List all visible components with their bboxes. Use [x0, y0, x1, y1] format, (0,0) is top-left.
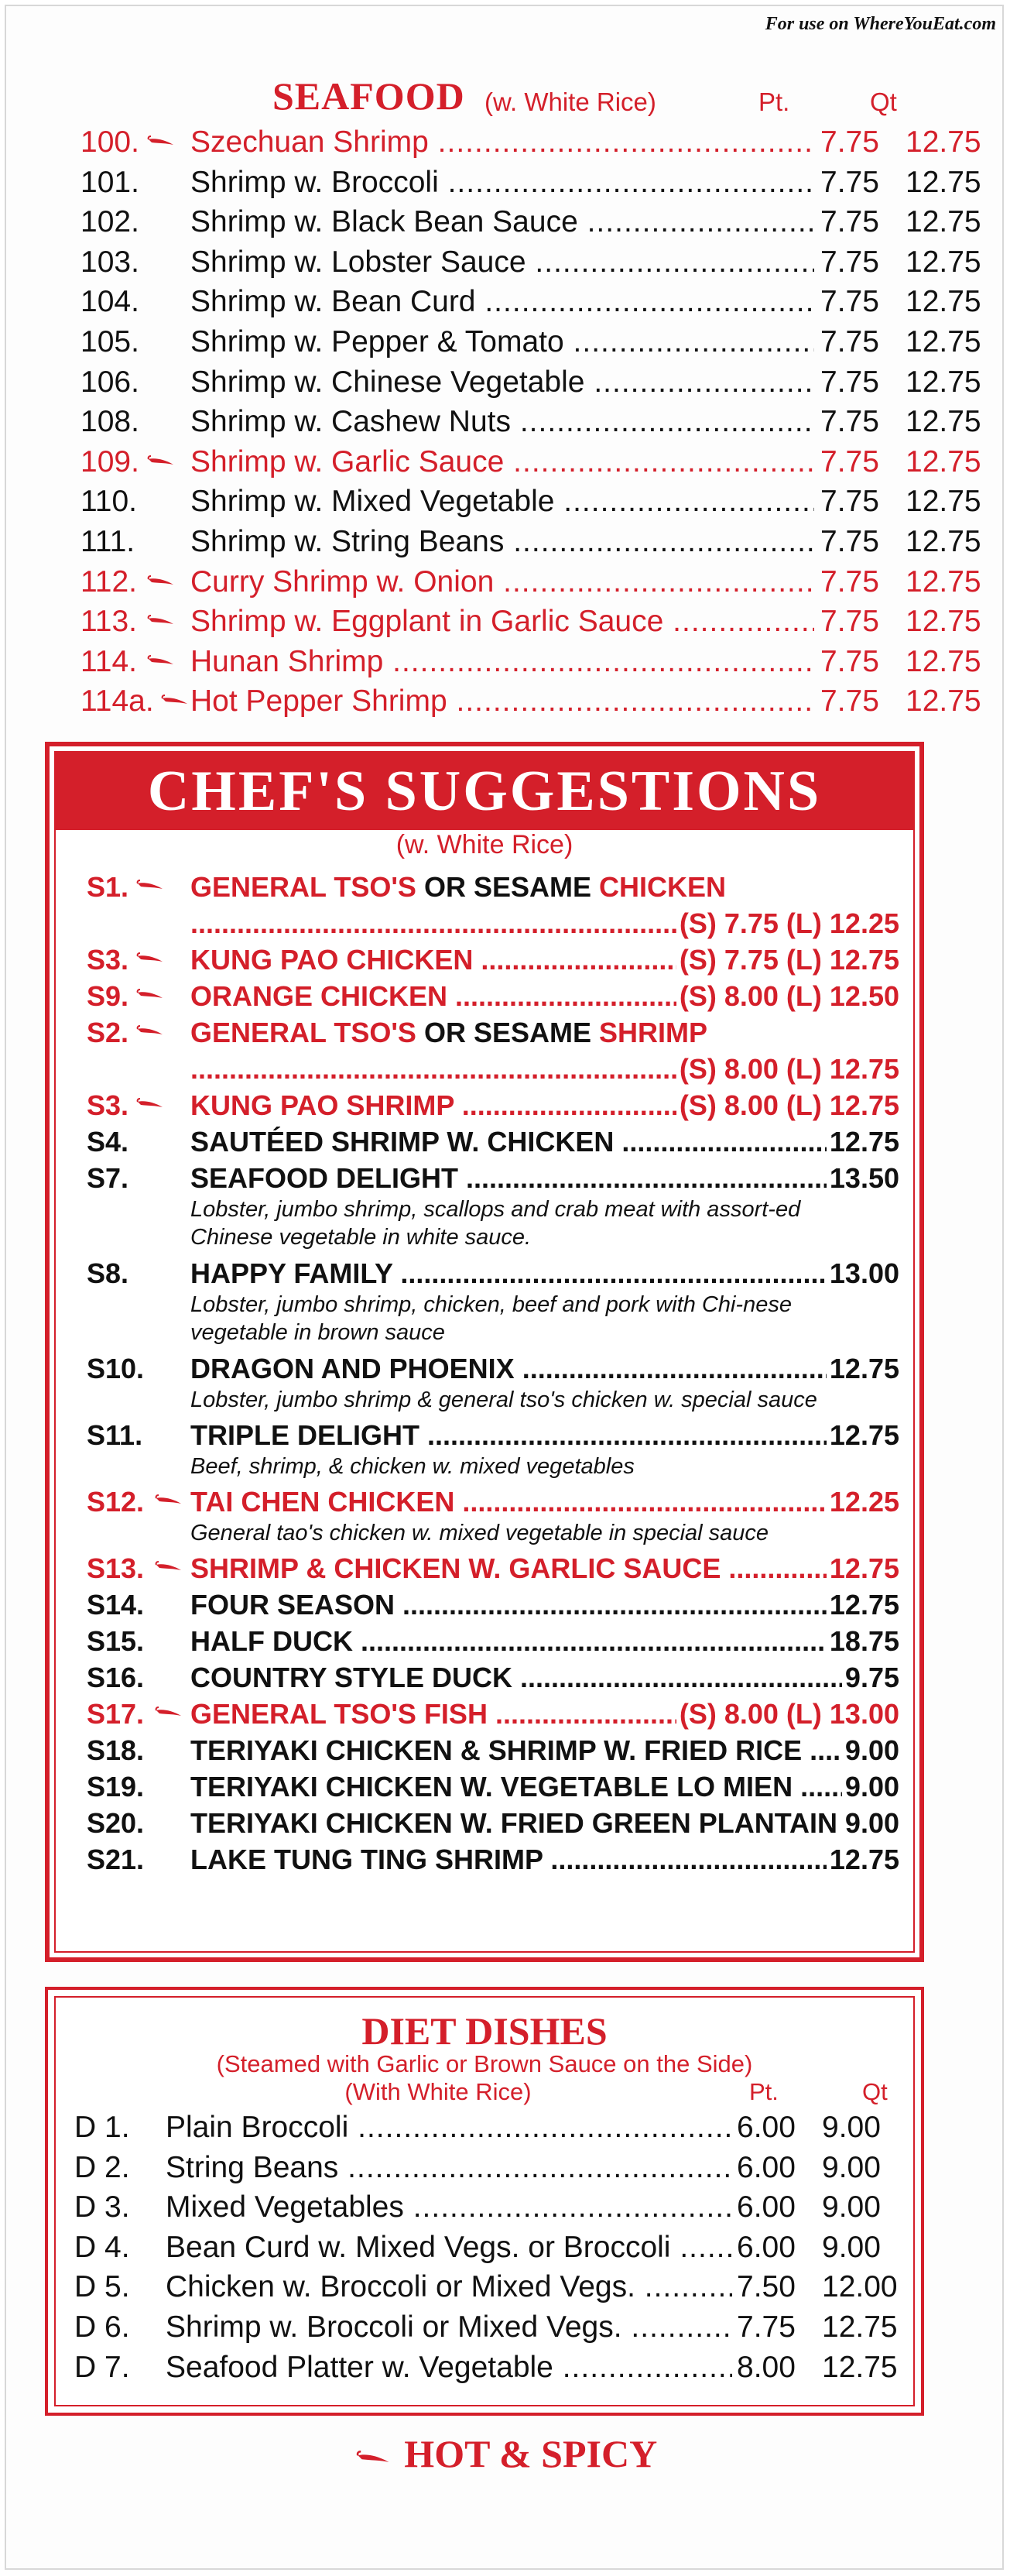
item-name-part: KUNG PAO CHICKEN: [190, 944, 474, 976]
item-number: 113.: [80, 605, 138, 639]
item-number: 103.: [80, 245, 139, 279]
item-price: 9.00: [842, 1768, 899, 1806]
item-code: S21.: [87, 1844, 145, 1875]
item-number: 104.: [80, 285, 139, 319]
item-name-text: Shrimp w. Broccoli or Mixed Vegs. .....: [166, 2310, 785, 2344]
item-name-part: LAKE TUNG TING SHRIMP: [190, 1844, 543, 1875]
item-name: [190, 905, 899, 942]
item-name-text: [190, 1552, 899, 1584]
item-price: 9.00: [842, 1805, 899, 1842]
item-name-part: SHRIMP & CHICKEN W. GARLIC SAUCE: [190, 1552, 721, 1584]
item-name: [190, 978, 899, 1015]
item-name-part: HAPPY FAMILY: [190, 1257, 393, 1289]
item-price-pt: 7.75: [820, 564, 879, 599]
item-name-text: [190, 1807, 899, 1839]
item-name-part: GENERAL TSO'S: [190, 1017, 416, 1048]
item-name-text: Curry Shrimp w. Onion .....: [190, 565, 814, 599]
item-code: S15.: [87, 1625, 145, 1657]
item-price-pt: 7.75: [820, 205, 879, 239]
item-name: [190, 1623, 899, 1660]
item-name: [190, 322, 814, 362]
chili-pepper-icon: [136, 880, 167, 892]
item-name-part: COUNTRY STYLE DUCK: [190, 1662, 513, 1693]
item-name: [190, 482, 814, 521]
diet-dishes-subtitle: (Steamed with Garlic or Brown Sauce on the Side): [216, 2050, 753, 2077]
item-number: 111.: [80, 525, 135, 558]
item-name-text: Bean Curd w. Mixed Vegs. or Broccoli .....: [166, 2231, 785, 2264]
item-name: [190, 202, 814, 242]
menu-item: [80, 522, 981, 561]
item-name: [190, 163, 814, 202]
item-description: Lobster, jumbo shrimp, chicken, beef and pork with Chi-nese vegetable in brown sauce: [190, 1292, 792, 1345]
item-name-part: DRAGON AND PHOENIX: [190, 1353, 515, 1384]
chefs-suggestions-box: [45, 742, 924, 1962]
item-name: [190, 869, 899, 906]
chili-pepper-icon: [136, 952, 167, 965]
item-price-qt: 9.00: [822, 2150, 881, 2184]
item-price-qt: 12.75: [906, 205, 981, 239]
item-name: [190, 282, 814, 321]
item-price: 13.00: [827, 1255, 899, 1292]
item-name: [190, 1350, 899, 1387]
item-name: [190, 1805, 899, 1842]
hot-spicy-legend: [0, 2431, 1010, 2476]
item-name-part: SAUTÉED SHRIMP W. CHICKEN: [190, 1126, 615, 1158]
item-code: S9.: [87, 980, 129, 1012]
item-price-pt: 7.75: [820, 165, 879, 199]
diet-dishes-box: [45, 1987, 924, 2416]
item-name-text: [190, 1353, 899, 1384]
item-code: S8.: [87, 1257, 129, 1289]
item-price-pt: 7.75: [820, 684, 879, 719]
item-name-part: TERIYAKI CHICKEN W. FRIED GREEN PLANTAIN: [190, 1807, 838, 1839]
item-name-part: SHRIMP: [598, 1017, 707, 1048]
item-price-qt: 12.75: [906, 444, 981, 478]
chili-pepper-icon: [147, 655, 178, 667]
item-number: 101.: [80, 165, 139, 199]
item-name-text: Seafood Platter w. Vegetable .....: [166, 2351, 785, 2384]
item-number: D 3.: [74, 2190, 130, 2224]
chili-pepper-icon: [356, 2450, 395, 2467]
menu-item: [80, 242, 981, 282]
item-name-part: KUNG PAO SHRIMP: [190, 1089, 454, 1121]
item-name-part: OR SESAME: [416, 1017, 599, 1048]
menu-item: [80, 202, 981, 242]
item-price-qt: 12.75: [906, 564, 981, 599]
hot-spicy-label: HOT & SPICY: [404, 2432, 658, 2475]
item-price-qt: 12.75: [906, 485, 981, 519]
chili-pepper-icon: [147, 135, 178, 148]
item-price: 12.75: [827, 1841, 899, 1878]
item-name: [190, 1732, 899, 1769]
item-price: 12.75: [827, 1417, 899, 1454]
item-price-qt: 9.00: [822, 2111, 881, 2144]
diet-dishes-rice-note: (With White Rice): [344, 2078, 532, 2105]
menu-item: [80, 322, 981, 362]
item-price-pt: 7.75: [820, 405, 879, 439]
item-price-pt: 6.00: [732, 2108, 796, 2147]
chili-pepper-icon: [147, 455, 178, 468]
item-price-pt: 7.75: [820, 325, 879, 358]
item-code: S17.: [87, 1698, 145, 1730]
item-code: S16.: [87, 1662, 145, 1693]
chefs-suggestions-subtitle: (w. White Rice): [395, 830, 573, 859]
item-name-part: GENERAL TSO'S FISH: [190, 1698, 488, 1730]
item-code: S18.: [87, 1734, 145, 1766]
item-price: (S) 7.75 (L) 12.75: [676, 942, 899, 979]
item-price-pt: 7.75: [820, 605, 879, 639]
item-number: 102.: [80, 205, 139, 239]
item-code: S13.: [87, 1552, 145, 1584]
chefs-suggestions-title: CHEF'S SUGGESTIONS: [147, 760, 822, 823]
item-price-qt: 12.75: [906, 365, 981, 399]
item-name: [166, 2348, 785, 2387]
diet-item: [74, 2267, 902, 2307]
item-number: D 4.: [74, 2230, 130, 2264]
item-name-part: TERIYAKI CHICKEN & SHRIMP W. FRIED RICE: [190, 1734, 803, 1766]
item-price: 18.75: [827, 1623, 899, 1660]
menu-item: [80, 602, 981, 641]
menu-item: [80, 681, 981, 721]
item-price-qt: 12.75: [906, 525, 981, 558]
item-number: D 6.: [74, 2310, 130, 2344]
menu-item: [80, 122, 981, 162]
item-name-text: Shrimp w. String Beans .....: [190, 525, 814, 558]
menu-item: [80, 163, 981, 202]
watermark: For use on WhereYouEat.com: [765, 14, 996, 34]
item-price: 12.75: [827, 1586, 899, 1624]
item-price-pt: 6.00: [732, 2187, 796, 2227]
chili-pepper-icon: [155, 1494, 186, 1507]
menu-item: [80, 402, 981, 441]
item-price: (S) 8.00 (L) 12.75: [676, 1087, 899, 1124]
item-name-text: [190, 1844, 899, 1875]
item-name-text: Shrimp w. Chinese Vegetable .....: [190, 365, 814, 399]
item-name: [190, 1659, 899, 1696]
chefs-suggestions-banner: [56, 753, 913, 830]
item-name-part: SEAFOOD DELIGHT: [190, 1162, 459, 1194]
item-name-text: [190, 1162, 899, 1194]
chili-pepper-icon: [147, 615, 178, 627]
chili-pepper-icon: [136, 989, 167, 1001]
item-price: 9.75: [842, 1659, 899, 1696]
item-name-text: [190, 1771, 899, 1803]
chefs-suggestions-inner-border: [54, 751, 915, 1953]
item-price-pt: 7.75: [732, 2307, 796, 2347]
item-code: S14.: [87, 1589, 145, 1621]
item-name-text: [190, 1017, 707, 1048]
item-name-text: [190, 1662, 899, 1693]
seafood-col-pt: Pt.: [758, 87, 790, 116]
item-code: S11.: [87, 1419, 143, 1451]
item-name: [190, 1484, 899, 1521]
item-price-pt: 6.00: [732, 2228, 796, 2267]
item-name-part: OR SESAME: [416, 871, 599, 903]
diet-col-qt: Qt: [862, 2078, 888, 2105]
item-price-qt: 9.00: [822, 2190, 881, 2224]
item-number: 106.: [80, 365, 139, 399]
item-price-pt: 7.75: [820, 245, 879, 279]
item-number: D 7.: [74, 2350, 130, 2384]
item-name: [190, 642, 814, 681]
item-price-pt: 7.75: [820, 125, 879, 159]
item-price-pt: 6.00: [732, 2148, 796, 2187]
item-price-qt: 12.75: [906, 125, 981, 159]
item-price: (S) 8.00 (L) 12.50: [676, 978, 899, 1015]
diet-item: [74, 2108, 902, 2147]
item-name: [190, 402, 814, 441]
item-price-qt: 12.75: [822, 2310, 898, 2344]
item-name: [166, 2148, 785, 2187]
item-number: 110.: [80, 485, 138, 519]
menu-item: [80, 442, 981, 482]
item-name-text: Shrimp w. Eggplant in Garlic Sauce .....: [190, 605, 814, 638]
item-number: D 1.: [74, 2111, 130, 2144]
seafood-header: [0, 74, 1010, 120]
item-price-pt: 7.75: [820, 285, 879, 319]
item-code: S3.: [87, 1089, 129, 1121]
chili-pepper-icon: [155, 1561, 186, 1573]
item-description: Beef, shrimp, & chicken w. mixed vegetables: [190, 1454, 635, 1479]
item-description: Lobster, jumbo shrimp, scallops and crab meat with assort-ed Chinese vegetable in white sauce.: [190, 1197, 801, 1250]
item-name-text: Szechuan Shrimp .....: [190, 125, 814, 159]
item-code: S4.: [87, 1126, 129, 1158]
item-name-text: Mixed Vegetables .....: [166, 2190, 785, 2224]
item-price-qt: 9.00: [822, 2230, 881, 2264]
diet-dishes-title: DIET DISHES: [361, 2009, 608, 2053]
item-name: [190, 1255, 899, 1292]
item-name-text: [190, 1257, 899, 1289]
item-price-qt: 12.75: [906, 245, 981, 279]
item-code: S7.: [87, 1162, 129, 1194]
item-price: 12.75: [827, 1350, 899, 1387]
menu-item: [80, 562, 981, 602]
item-name-part: CHICKEN: [598, 871, 726, 903]
item-code: S19.: [87, 1771, 145, 1803]
item-name-text: [190, 1419, 899, 1451]
item-name-text: Hunan Shrimp .....: [190, 645, 814, 678]
item-code: S1.: [87, 871, 129, 903]
menu-item: [80, 282, 981, 321]
item-price-qt: 12.75: [906, 644, 981, 678]
item-price: 13.50: [827, 1160, 899, 1197]
item-name: [190, 1160, 899, 1197]
item-price: (S) 8.00 (L) 12.75: [676, 1051, 899, 1088]
item-price-qt: 12.75: [906, 405, 981, 439]
item-price-qt: 12.75: [906, 165, 981, 199]
menu-item: [80, 482, 981, 521]
item-name-text: [190, 1625, 899, 1657]
item-name: [166, 2307, 785, 2347]
diet-item: [74, 2187, 902, 2227]
chili-pepper-icon: [155, 1706, 186, 1719]
item-price-qt: 12.00: [822, 2270, 898, 2304]
seafood-col-qt: Qt: [870, 87, 897, 116]
item-description: General tao's chicken w. mixed vegetable in special sauce: [190, 1521, 769, 1545]
item-name-text: [190, 1734, 899, 1766]
diet-item: [74, 2228, 902, 2267]
item-price-qt: 12.75: [822, 2350, 898, 2384]
item-name-text: [190, 1589, 899, 1621]
item-name: [190, 242, 814, 282]
item-price: 12.75: [827, 1550, 899, 1587]
item-name-text: Shrimp w. Bean Curd .....: [190, 285, 814, 318]
item-price-pt: 7.75: [820, 444, 879, 478]
item-code: S2.: [87, 1017, 129, 1048]
chili-pepper-icon: [136, 1098, 167, 1110]
item-name: [190, 681, 814, 721]
seafood-title: SEAFOOD: [272, 74, 465, 118]
item-name-part: GENERAL TSO'S: [190, 871, 416, 903]
item-number: 100.: [80, 125, 139, 159]
item-name: [190, 362, 814, 402]
menu-item: [80, 642, 981, 681]
item-name: [190, 1417, 899, 1454]
item-number: D 2.: [74, 2150, 130, 2184]
item-name-text: Shrimp w. Broccoli .....: [190, 166, 814, 199]
item-price: 12.75: [827, 1123, 899, 1161]
item-name-text: Plain Broccoli .....: [166, 2111, 785, 2144]
item-name: [166, 2187, 785, 2227]
item-name: [166, 2228, 785, 2267]
item-name-text: Shrimp w. Pepper & Tomato .....: [190, 325, 814, 358]
item-name-part: ORANGE CHICKEN: [190, 980, 448, 1012]
item-number: 114.: [80, 644, 138, 678]
item-name: [166, 2267, 785, 2307]
item-name-part: TRIPLE DELIGHT: [190, 1419, 419, 1451]
item-number: 114a.: [80, 684, 154, 719]
item-name-text: Shrimp w. Cashew Nuts .....: [190, 405, 814, 438]
item-code: S3.: [87, 944, 129, 976]
item-description: Lobster, jumbo shrimp & general tso's chicken w. special sauce: [190, 1387, 817, 1412]
item-price-pt: 7.75: [820, 525, 879, 558]
item-name: [190, 442, 814, 482]
item-name-text: [190, 1126, 899, 1158]
item-name: [190, 1087, 899, 1124]
item-name: [166, 2108, 785, 2147]
item-price-qt: 12.75: [906, 605, 981, 639]
item-price-pt: 7.75: [820, 644, 879, 678]
chili-pepper-icon: [136, 1025, 167, 1038]
item-name: [190, 562, 814, 602]
item-name-part: TAI CHEN CHICKEN: [190, 1486, 455, 1518]
item-price: (S) 8.00 (L) 13.00: [676, 1696, 899, 1733]
item-name-text: String Beans .....: [166, 2151, 785, 2184]
diet-item: [74, 2148, 902, 2187]
item-name-text: Shrimp w. Lobster Sauce .....: [190, 245, 814, 279]
item-name: [190, 1014, 899, 1051]
item-name-part: FOUR SEASON: [190, 1589, 395, 1621]
menu-item: [80, 362, 981, 402]
item-code: S12.: [87, 1486, 145, 1518]
item-name-text: Shrimp w. Garlic Sauce .....: [190, 445, 814, 478]
item-name-part: HALF DUCK: [190, 1625, 353, 1657]
item-number: 112.: [80, 564, 138, 599]
item-name: [190, 122, 814, 162]
diet-item: [74, 2348, 902, 2387]
diet-dishes-inner-border: [54, 1996, 915, 2406]
item-price-pt: 7.75: [820, 365, 879, 399]
item-name-text: Chicken w. Broccoli or Mixed Vegs. .....: [166, 2270, 785, 2303]
item-price-qt: 12.75: [906, 325, 981, 358]
item-price-pt: 7.50: [732, 2267, 796, 2307]
item-name: [190, 1123, 899, 1161]
item-price-pt: 7.75: [820, 485, 879, 519]
item-name-text: [190, 1486, 899, 1518]
item-number: 105.: [80, 325, 139, 358]
item-price: (S) 7.75 (L) 12.25: [676, 905, 899, 942]
item-name-text: Shrimp w. Black Bean Sauce .....: [190, 205, 814, 238]
item-number: 109.: [80, 444, 139, 478]
chili-pepper-icon: [147, 575, 178, 588]
item-name: [190, 1586, 899, 1624]
item-name: [190, 1841, 899, 1878]
item-number: D 5.: [74, 2270, 130, 2304]
item-name: [190, 1768, 899, 1806]
item-name: [190, 1696, 899, 1733]
item-number: 108.: [80, 405, 139, 439]
item-price-qt: 12.75: [906, 285, 981, 319]
item-price: 12.25: [827, 1484, 899, 1521]
item-name-text: [190, 871, 726, 903]
chili-pepper-icon: [161, 695, 192, 707]
diet-item: [74, 2307, 902, 2347]
item-code: S10.: [87, 1353, 145, 1384]
item-name: [190, 1051, 899, 1088]
seafood-subtitle: (w. White Rice): [484, 87, 656, 116]
diet-col-pt: Pt.: [749, 2078, 779, 2105]
item-name: [190, 942, 899, 979]
item-price-qt: 12.75: [906, 684, 981, 719]
item-name-part: TERIYAKI CHICKEN W. VEGETABLE LO MIEN: [190, 1771, 793, 1803]
item-name: [190, 602, 814, 641]
item-name: [190, 1550, 899, 1587]
item-name: [190, 522, 814, 561]
item-price: 9.00: [842, 1732, 899, 1769]
item-price-pt: 8.00: [732, 2348, 796, 2387]
item-name-text: Shrimp w. Mixed Vegetable .....: [190, 485, 814, 518]
item-name-text: Hot Pepper Shrimp .....: [190, 684, 814, 718]
item-code: S20.: [87, 1807, 145, 1839]
